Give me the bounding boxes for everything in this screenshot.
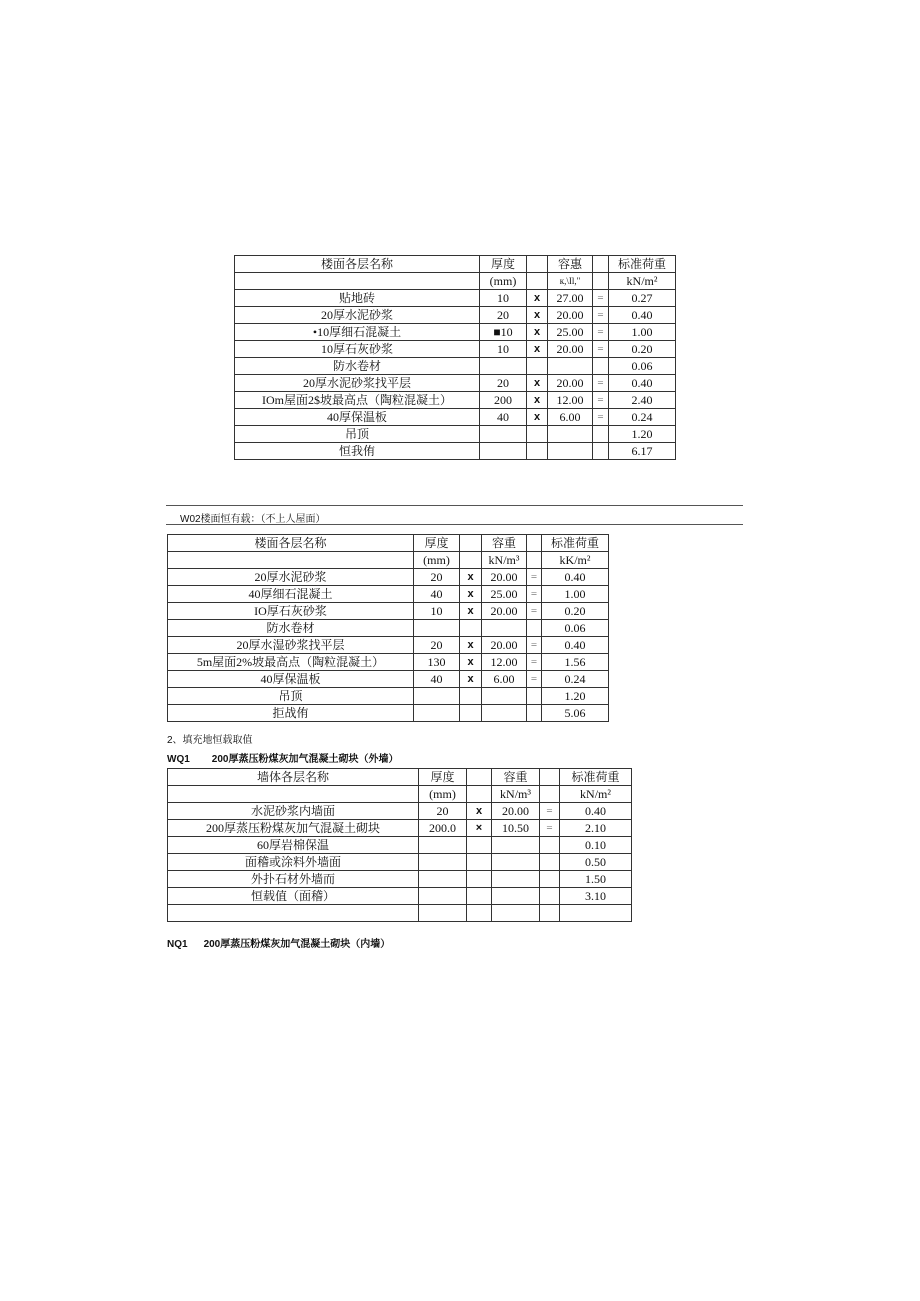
density-cell: 12.00	[482, 654, 527, 671]
load-value-cell: 5.06	[542, 705, 609, 722]
equals-sign-cell	[593, 443, 609, 460]
header-thickness: 厚度	[414, 535, 460, 552]
floor-load-table-2	[167, 534, 609, 722]
unit-load: kN/m²	[609, 273, 676, 290]
load-value-cell: 0.27	[609, 290, 676, 307]
density-cell	[482, 620, 527, 637]
layer-name-cell: 20厚水湿砂浆找平层	[168, 637, 414, 654]
load-value-cell: 3.10	[560, 888, 632, 905]
multiply-sign-cell: x	[527, 290, 548, 307]
nq1-caption	[167, 935, 390, 950]
table-row	[168, 803, 632, 820]
thickness-cell: 40	[414, 586, 460, 603]
table-row	[168, 905, 632, 922]
density-cell: 20.00	[548, 375, 593, 392]
load-value-cell	[560, 905, 632, 922]
equals-sign-cell: =	[593, 392, 609, 409]
layer-name-cell: 恒载值（面稽）	[168, 888, 419, 905]
layer-name-cell: 防水卷材	[168, 620, 414, 637]
multiply-sign-cell: x	[460, 603, 482, 620]
density-cell	[492, 871, 540, 888]
equals-sign-cell: =	[540, 803, 560, 820]
load-value-cell: 0.40	[542, 637, 609, 654]
multiply-sign-cell: x	[460, 671, 482, 688]
equals-sign-cell: =	[593, 307, 609, 324]
density-cell: 6.00	[482, 671, 527, 688]
thickness-cell: 10	[414, 603, 460, 620]
load-value-cell: 0.20	[542, 603, 609, 620]
layer-name-cell: 防水卷材	[235, 358, 480, 375]
table-row	[168, 820, 632, 837]
equals-sign-cell: =	[540, 820, 560, 837]
load-value-cell: 0.24	[609, 409, 676, 426]
unit-density: kN/m³	[482, 552, 527, 569]
equals-sign-cell: =	[527, 569, 542, 586]
multiply-sign-cell: x	[460, 586, 482, 603]
layer-name-cell: 20厚水泥砂浆	[168, 569, 414, 586]
equals-sign-cell	[593, 426, 609, 443]
equals-sign-cell	[540, 905, 560, 922]
equals-sign-cell	[540, 888, 560, 905]
layer-name-cell: 40厚保温板	[168, 671, 414, 688]
header-density: 容重	[492, 769, 540, 786]
load-value-cell: 0.20	[609, 341, 676, 358]
header-layer-name: 楼面各层名称	[235, 256, 480, 273]
multiply-sign-cell	[460, 705, 482, 722]
density-cell: 6.00	[548, 409, 593, 426]
density-cell: 10.50	[492, 820, 540, 837]
equals-sign-cell: =	[593, 409, 609, 426]
multiply-sign-cell	[467, 871, 492, 888]
load-value-cell: 1.20	[609, 426, 676, 443]
multiply-sign-cell: x	[527, 324, 548, 341]
thickness-cell: 200	[480, 392, 527, 409]
density-cell: 20.00	[548, 307, 593, 324]
table-row	[168, 654, 609, 671]
multiply-sign-cell: x	[527, 392, 548, 409]
header-thickness: 厚度	[419, 769, 467, 786]
load-value-cell: 0.40	[560, 803, 632, 820]
table-unit-row	[168, 786, 632, 803]
table-row	[168, 620, 609, 637]
layer-name-cell: 恒我侑	[235, 443, 480, 460]
layer-name-cell: 外扑石材外墙而	[168, 871, 419, 888]
table-row	[235, 341, 676, 358]
equals-sign-cell: =	[593, 290, 609, 307]
table-row	[235, 307, 676, 324]
multiply-sign-cell	[467, 837, 492, 854]
thickness-cell	[419, 905, 467, 922]
header-density: 容重	[482, 535, 527, 552]
layer-name-cell: 吊顶	[168, 688, 414, 705]
equals-sign-cell: =	[593, 341, 609, 358]
unit-load: kK/m²	[542, 552, 609, 569]
table-row	[168, 837, 632, 854]
load-value-cell: 2.10	[560, 820, 632, 837]
density-cell	[548, 358, 593, 375]
thickness-cell: 130	[414, 654, 460, 671]
layer-name-cell: 水泥砂浆内墙面	[168, 803, 419, 820]
equals-sign-cell: =	[527, 603, 542, 620]
thickness-cell: 40	[414, 671, 460, 688]
multiply-sign-cell: ×	[467, 820, 492, 837]
load-value-cell: 6.17	[609, 443, 676, 460]
multiply-sign-cell	[527, 358, 548, 375]
floor-load-table-1	[234, 255, 676, 460]
table-row	[168, 569, 609, 586]
load-value-cell: 1.00	[609, 324, 676, 341]
density-cell: 20.00	[482, 569, 527, 586]
unit-density: kN/m³	[492, 786, 540, 803]
table-row	[168, 586, 609, 603]
thickness-cell: 20	[480, 307, 527, 324]
layer-name-cell: 10厚石灰砂浆	[235, 341, 480, 358]
equals-sign-cell: =	[593, 324, 609, 341]
unit-thickness: (mm)	[480, 273, 527, 290]
layer-name-cell: 吊顶	[235, 426, 480, 443]
equals-sign-cell	[540, 871, 560, 888]
layer-name-cell: 20厚水泥砂浆	[235, 307, 480, 324]
density-cell	[492, 905, 540, 922]
load-value-cell: 0.06	[609, 358, 676, 375]
layer-name-cell: IO厚石灰砂浆	[168, 603, 414, 620]
table-header-row	[235, 256, 676, 273]
header-density: 容惠	[548, 256, 593, 273]
header-standard-load: 标准荷重	[542, 535, 609, 552]
load-value-cell: 1.56	[542, 654, 609, 671]
density-cell: 25.00	[482, 586, 527, 603]
thickness-cell	[414, 620, 460, 637]
table-row	[168, 637, 609, 654]
thickness-cell: 200.0	[419, 820, 467, 837]
equals-sign-cell	[527, 620, 542, 637]
header-layer-name: 墙体各层名称	[168, 769, 419, 786]
density-cell	[548, 443, 593, 460]
table-row	[235, 375, 676, 392]
w02-caption: W02楼面恒有载：（不上人屋面）	[180, 514, 326, 525]
equals-sign-cell: =	[527, 654, 542, 671]
table-row	[168, 854, 632, 871]
layer-name-cell: 40厚细石混凝土	[168, 586, 414, 603]
thickness-cell: 20	[419, 803, 467, 820]
equals-sign-cell: =	[527, 586, 542, 603]
multiply-sign-cell: x	[460, 654, 482, 671]
thickness-cell: 10	[480, 290, 527, 307]
layer-name-cell: 40厚保温板	[235, 409, 480, 426]
equals-sign-cell	[540, 854, 560, 871]
multiply-sign-cell	[467, 905, 492, 922]
load-value-cell: 1.50	[560, 871, 632, 888]
table-row	[235, 426, 676, 443]
divider-line	[166, 505, 743, 506]
nq1-code: NQ1	[167, 939, 188, 950]
multiply-sign-cell	[527, 443, 548, 460]
density-cell	[482, 705, 527, 722]
header-standard-load: 标准荷重	[609, 256, 676, 273]
wq1-code: WQ1	[167, 754, 190, 765]
density-cell: 20.00	[482, 637, 527, 654]
nq1-text: 200厚蒸压粉煤灰加气混凝土砌块（内墙）	[203, 939, 391, 950]
table-row	[235, 358, 676, 375]
multiply-sign-cell	[527, 426, 548, 443]
layer-name-cell: 60厚岩棉保温	[168, 837, 419, 854]
density-cell	[482, 688, 527, 705]
layer-name-cell: 贴地砖	[235, 290, 480, 307]
table-row	[168, 888, 632, 905]
table-row	[168, 671, 609, 688]
density-cell	[492, 837, 540, 854]
equals-sign-cell	[527, 705, 542, 722]
load-value-cell: 0.40	[609, 375, 676, 392]
multiply-sign-cell	[467, 854, 492, 871]
layer-name-cell: 面稽或涂料外墙面	[168, 854, 419, 871]
equals-sign-cell: =	[593, 375, 609, 392]
density-cell	[492, 888, 540, 905]
table-row	[235, 324, 676, 341]
header-layer-name: 楼面各层名称	[168, 535, 414, 552]
equals-sign-cell: =	[527, 671, 542, 688]
multiply-sign-cell: x	[460, 637, 482, 654]
load-value-cell: 0.40	[542, 569, 609, 586]
thickness-cell: ■10	[480, 324, 527, 341]
table-row	[168, 688, 609, 705]
unit-density: к,\Il,"	[548, 273, 593, 290]
thickness-cell	[480, 443, 527, 460]
load-value-cell: 0.24	[542, 671, 609, 688]
divider-line	[166, 524, 743, 525]
thickness-cell	[414, 688, 460, 705]
load-value-cell: 0.50	[560, 854, 632, 871]
table-header-row	[168, 535, 609, 552]
density-cell	[492, 854, 540, 871]
layer-name-cell: 拒战侑	[168, 705, 414, 722]
load-value-cell: 1.00	[542, 586, 609, 603]
table-unit-row	[235, 273, 676, 290]
thickness-cell: 20	[480, 375, 527, 392]
table-row	[235, 392, 676, 409]
table-row	[168, 871, 632, 888]
table-row	[235, 409, 676, 426]
table-row	[168, 705, 609, 722]
density-cell: 27.00	[548, 290, 593, 307]
wq1-caption	[167, 750, 398, 765]
thickness-cell: 20	[414, 637, 460, 654]
density-cell	[548, 426, 593, 443]
multiply-sign-cell: x	[527, 409, 548, 426]
section-2-title: 2、填充地恒载取值	[167, 735, 253, 746]
layer-name-cell: 5m屋面2%坡最高点（陶粒混凝土）	[168, 654, 414, 671]
unit-load: kN/m²	[560, 786, 632, 803]
multiply-sign-cell	[460, 620, 482, 637]
thickness-cell: 20	[414, 569, 460, 586]
layer-name-cell: 20厚水泥砂浆找平层	[235, 375, 480, 392]
table-unit-row	[168, 552, 609, 569]
multiply-sign-cell: x	[527, 375, 548, 392]
density-cell: 20.00	[548, 341, 593, 358]
thickness-cell	[480, 426, 527, 443]
layer-name-cell: •10厚细石混凝土	[235, 324, 480, 341]
thickness-cell	[419, 871, 467, 888]
multiply-sign-cell: x	[460, 569, 482, 586]
load-value-cell: 0.06	[542, 620, 609, 637]
multiply-sign-cell	[460, 688, 482, 705]
density-cell: 20.00	[482, 603, 527, 620]
unit-thickness: (mm)	[414, 552, 460, 569]
equals-sign-cell	[540, 837, 560, 854]
header-thickness: 厚度	[480, 256, 527, 273]
equals-sign-cell: =	[527, 637, 542, 654]
thickness-cell	[414, 705, 460, 722]
load-value-cell: 2.40	[609, 392, 676, 409]
thickness-cell	[419, 888, 467, 905]
load-value-cell: 0.40	[609, 307, 676, 324]
thickness-cell	[480, 358, 527, 375]
layer-name-cell: IOm屋面2$坡最高点（陶粒混凝土）	[235, 392, 480, 409]
multiply-sign-cell: x	[527, 307, 548, 324]
layer-name-cell: 200厚蒸压粉煤灰加气混凝土砌块	[168, 820, 419, 837]
table-row	[168, 603, 609, 620]
equals-sign-cell	[527, 688, 542, 705]
table-header-row	[168, 769, 632, 786]
density-cell: 25.00	[548, 324, 593, 341]
load-value-cell: 0.10	[560, 837, 632, 854]
multiply-sign-cell: x	[467, 803, 492, 820]
layer-name-cell	[168, 905, 419, 922]
density-cell: 20.00	[492, 803, 540, 820]
thickness-cell	[419, 854, 467, 871]
equals-sign-cell	[593, 358, 609, 375]
density-cell: 12.00	[548, 392, 593, 409]
thickness-cell	[419, 837, 467, 854]
table-row	[235, 443, 676, 460]
wall-load-table	[167, 768, 632, 922]
multiply-sign-cell	[467, 888, 492, 905]
load-value-cell: 1.20	[542, 688, 609, 705]
table-row	[235, 290, 676, 307]
wq1-text: 200厚蒸压粉煤灰加气混凝土砌块（外墙）	[211, 754, 399, 765]
header-standard-load: 标准荷重	[560, 769, 632, 786]
multiply-sign-cell: x	[527, 341, 548, 358]
thickness-cell: 40	[480, 409, 527, 426]
unit-thickness: (mm)	[419, 786, 467, 803]
thickness-cell: 10	[480, 341, 527, 358]
